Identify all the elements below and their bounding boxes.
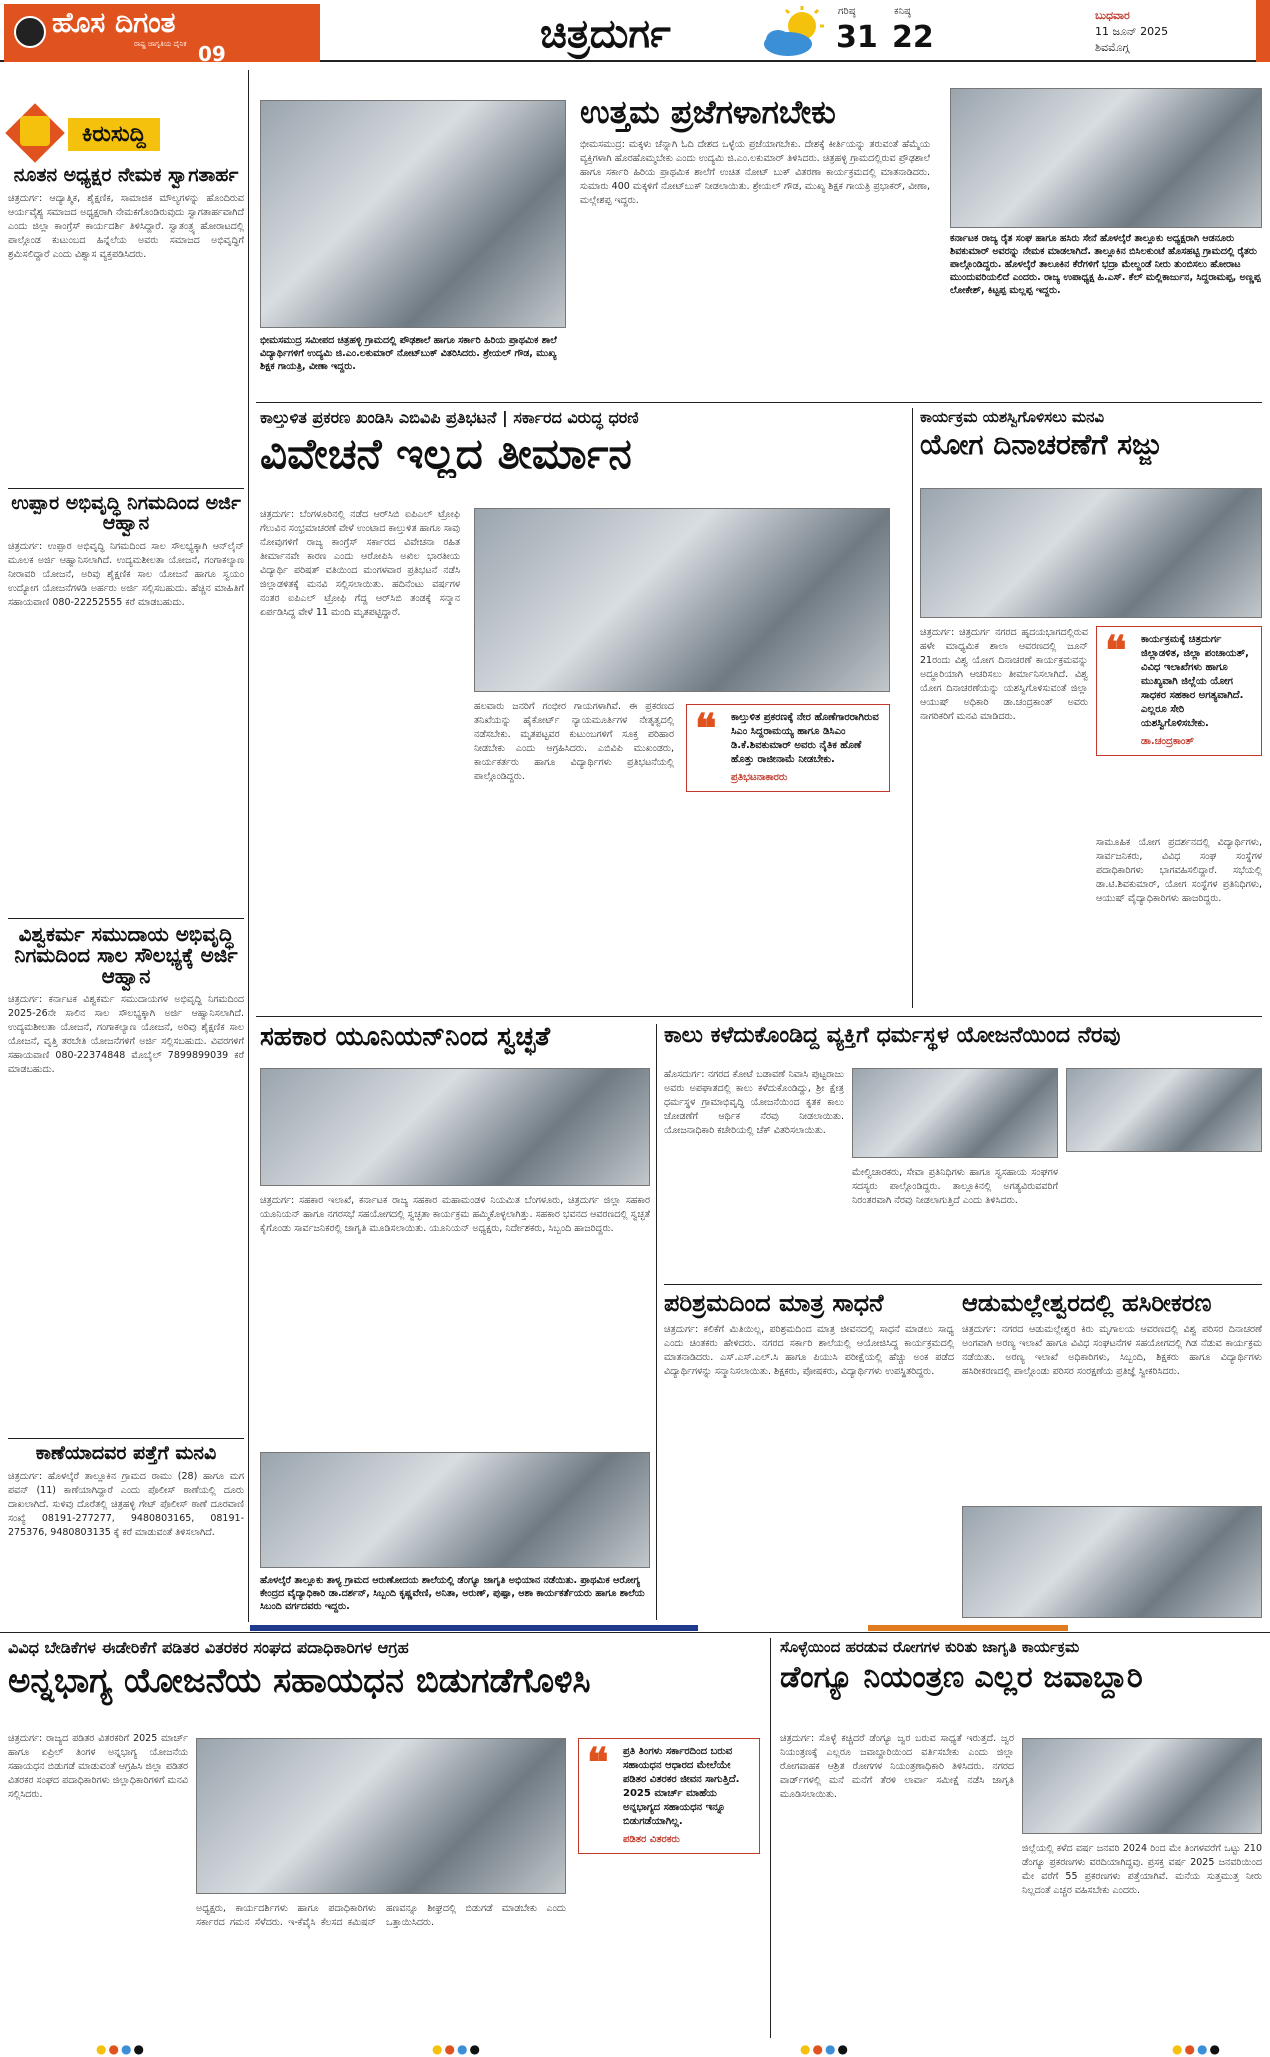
photo-caption: ಹೊಳಲ್ಕೆರೆ ತಾಲ್ಲೂಕು ತಾಳ್ಯ ಗ್ರಾಮದ ಆರುಣೋದಯ ಶಾಲೆಯಲ್ಲಿ ಡೆಂಗ್ಯೂ ಜಾಗೃತಿ ಅಭಿಯಾನ ನಡೆಯಿತು. ಪ್ರಾಥಮಿಕ ಆರೋಗ್ಯ ಕೇಂದ್ರದ ವೈದ್ಯಾಧಿಕಾರಿ ಡಾ.ದರ್ಶನ್, ಸಿಬ್ಬಂದಿ ಕೃಷ್ಣವೇಣಿ, ಅನಿತಾ, ಅರುಣ್, ಪುಷ್ಪಾ, ಆಶಾ ಕಾರ್ಯಕರ್ತೆಯರು ಹಾಗೂ ಶಾಲೆಯ ಸಿಬಂದಿ ವರ್ಗದವರು ಇದ್ದರು. (260, 1575, 645, 1612)
edge-bar (1256, 0, 1270, 62)
abvp-heading (260, 408, 900, 478)
news-parishrama (664, 1290, 954, 1620)
annabhagya-heading (8, 1638, 760, 1722)
photo-yoga-meeting (920, 488, 1262, 618)
article-body: ಮೇಲ್ವಿಚಾರಕರು, ಸೇವಾ ಪ್ರತಿನಿಧಿಗಳು ಹಾಗೂ ಸ್ವಸಹಾಯ ಸಂಘಗಳ ಸದಸ್ಯರು ಪಾಲ್ಗೊಂಡಿದ್ದರು. ತಾಲ್ಲೂಕಿನಲ್ಲಿ ಅಗತ್ಯವಿರುವವರಿಗೆ ನಿರಂತರವಾಗಿ ನೆರವು ನೀಡಲಾಗುತ್ತಿದೆ ಎಂದು ತಿಳಿಸಿದರು. (852, 1167, 1058, 1206)
headline: ಕಾಲು ಕಳೆದುಕೊಂಡಿದ್ದ ವ್ಯಕ್ತಿಗೆ ಧರ್ಮಸ್ಥಳ ಯೋಜನೆಯಿಂದ ನೆರವು (664, 1024, 1121, 1048)
kicker: ಕಾಲ್ತುಳಿತ ಪ್ರಕರಣ ಖಂಡಿಸಿ ಎಬಿವಿಪಿ ಪ್ರತಿಭಟನೆ | ಸರ್ಕಾರದ ವಿರುದ್ಧ ಧರಣಿ (260, 408, 639, 427)
kalu-heading (664, 1024, 1262, 1064)
color-bar-orange (868, 1625, 1068, 1631)
pointing-hand-icon (20, 116, 50, 146)
headline: ಅನ್ನಭಾಗ್ಯ ಯೋಜನೆಯ ಸಹಾಯಧನ ಬಿಡುಗಡೆಗೊಳಿಸಿ (8, 1661, 591, 1701)
quote-text: ಪ್ರತಿ ತಿಂಗಳು ಸರ್ಕಾರದಿಂದ ಬರುವ ಸಹಾಯಧನ ಆಧಾರದ ಮೇಲೆಯೇ ಪಡಿತರ ವಿತರಕರ ಜೀವನ ಸಾಗುತ್ತಿದೆ. 2025 ಮಾರ್ಚ್ ಮಾಹೆಯ ಅನ್ನಭಾಗ್ಯದ ಸಹಾಯಧನ ಇನ್ನೂ ಬಿಡುಗಡೆಯಾಗಿಲ್ಲ. (623, 1746, 740, 1827)
article-body: ಚಿತ್ರದುರ್ಗ: ಉಪ್ಪಾರ ಅಭಿವೃದ್ಧಿ ನಿಗಮದಿಂದ ಸಾಲ ಸೌಲಭ್ಯಕ್ಕಾಗಿ ಆನ್‌ಲೈನ್ ಮೂಲಕ ಅರ್ಜಿ ಆಹ್ವಾನಿಸಲಾಗಿದೆ. ಉದ್ಯಮಶೀಲತಾ ಯೋಜನೆ, ಗಂಗಾಕಲ್ಯಾಣ ನೀರಾವರಿ ಯೋಜನೆ, ಅರಿವು ಶೈಕ್ಷಣಿಕ ಸಾಲ ಯೋಜನೆ ಹಾಗೂ ಸ್ವಯಂ ಉದ್ಯೋಗ ಯೋಜನೆಗಳಡಿ ಅರ್ಹರು ಅರ್ಜಿ ಸಲ್ಲಿಸಬಹುದು. ಹೆಚ್ಚಿನ ಮಾಹಿತಿಗೆ ಸಹಾಯವಾಣಿ 080-22252555 ಕರೆ ಮಾಡಬಹುದು. (8, 540, 244, 608)
kiru-suddi-badge (8, 106, 228, 160)
masthead (0, 0, 1270, 66)
divider (256, 1016, 1262, 1017)
headline: ಕಾಣೆಯಾದವರ ಪತ್ತೆಗೆ ಮನವಿ (35, 1444, 217, 1464)
article-body: ಚಿತ್ರದುರ್ಗ: ಬೆಂಗಳೂರಿನಲ್ಲಿ ನಡೆದ ಆರ್‌ಸಿಬಿ ಐಪಿಎಲ್ ಟ್ರೋಫಿ ಗೆಲುವಿನ ಸಂಭ್ರಮಾಚರಣೆ ವೇಳೆ ಉಂಟಾದ ಕಾಲ್ತುಳಿತ ಹಾಗೂ ಸಾವು ನೋವುಗಳಿಗೆ ರಾಜ್ಯ ಕಾಂಗ್ರೆಸ್ ಸರ್ಕಾರದ ವಿವೇಚನಾ ರಹಿತ ತೀರ್ಮಾನವೇ ಕಾರಣ ಎಂದು ಆರೋಪಿಸಿ ಅಖಿಲ ಭಾರತೀಯ ವಿದ್ಯಾರ್ಥಿ ಪರಿಷತ್ ವತಿಯಿಂದ ಮಂಗಳವಾರ ಪ್ರತಿಭಟನೆ ನಡೆಸಿ ಜಿಲ್ಲಾಡಳಿತಕ್ಕೆ ಮನವಿ ಸಲ್ಲಿಸಲಾಯಿತು. ಹದಿನೆಂಟು ವರ್ಷಗಳ ನಂತರ ಐಪಿಎಲ್ ಟ್ರೋಫಿ ಗೆದ್ದ ಆರ್‌ಸಿಬಿ ತಂಡಕ್ಕೆ ಸನ್ಮಾನ ಏರ್ಪಡಿಸಿದ್ದ ವೇಳೆ 11 ಮಂದಿ ಮೃತಪಟ್ಟಿದ್ದಾರೆ. (260, 509, 460, 618)
article-body: ಚಿತ್ರದುರ್ಗ: ಕಲಿಕೆಗೆ ಮಿತಿಯಿಲ್ಲ, ಪರಿಶ್ರಮದಿಂದ ಮಾತ್ರ ಜೀವನದಲ್ಲಿ ಸಾಧನೆ ಮಾಡಲು ಸಾಧ್ಯ ಎಂದು ಚಿಂತಕರು ಹೇಳಿದರು. ನಗರದ ಸರ್ಕಾರಿ ಶಾಲೆಯಲ್ಲಿ ಆಯೋಜಿಸಿದ್ದ ಕಾರ್ಯಕ್ರಮದಲ್ಲಿ ಮಾತನಾಡಿದರು. ಎಸ್.ಎಸ್.ಎಲ್.ಸಿ ಹಾಗೂ ಪಿಯುಸಿ ಪರೀಕ್ಷೆಯಲ್ಲಿ ಹೆಚ್ಚು ಅಂಕ ಪಡೆದ ವಿದ್ಯಾರ್ಥಿಗಳನ್ನು ಸನ್ಮಾನಿಸಲಾಯಿತು. ಶಿಕ್ಷಕರು, ಪೋಷಕರು, ವಿದ್ಯಾರ್ಥಿಗಳು ಉಪಸ್ಥಿತರಿದ್ದರು. (664, 1324, 954, 1378)
article-body: ಚಿತ್ರದುರ್ಗ: ಸೊಳ್ಳೆ ಕಚ್ಚಿದರೆ ಡೆಂಗ್ಯೂ ಜ್ವರ ಬರುವ ಸಾಧ್ಯತೆ ಇರುತ್ತದೆ. ಜ್ವರ ನಿಯಂತ್ರಣಕ್ಕೆ ಎಲ್ಲರೂ ಜವಾಬ್ದಾರಿಯಿಂದ ವರ್ತಿಸಬೇಕು ಎಂದು ಜಿಲ್ಲಾ ರೋಗವಾಹಕ ಆಶ್ರಿತ ರೋಗಗಳ ನಿಯಂತ್ರಣಾಧಿಕಾರಿ ತಿಳಿಸಿದರು. ನಗರದ ವಾರ್ಡ್‌ಗಳಲ್ಲಿ ಮನೆ ಮನೆಗೆ ತೆರಳಿ ಲಾರ್ವಾ ಸಮೀಕ್ಷೆ ನಡೆಸಿ ಜಾಗೃತಿ ಮೂಡಿಸಲಾಯಿತು. (780, 1733, 1014, 1800)
headline: ವಿಶ್ವಕರ್ಮ ಸಮುದಾಯ ಅಭಿವೃದ್ಧಿ ನಿಗಮದಿಂದ ಸಾಲ ಸೌಲಭ್ಯಕ್ಕೆ ಅರ್ಜಿ ಆಹ್ವಾನ (14, 924, 238, 988)
quote-text: ಕಾಲ್ತುಳಿತ ಪ್ರಕರಣಕ್ಕೆ ನೇರ ಹೊಣೆಗಾರರಾಗಿರುವ ಸಿಎಂ ಸಿದ್ದರಾಮಯ್ಯ ಹಾಗೂ ಡಿಸಿಎಂ ಡಿ.ಕೆ.ಶಿವಕುಮಾರ್ ಅವರು ನೈತಿಕ ಹೊಣೆ ಹೊತ್ತು ರಾಜೀನಾಮೆ ನೀಡಬೇಕು. (731, 712, 879, 765)
min-temp-label: ಕನಿಷ್ಠ (894, 6, 911, 17)
quote-author: ಡಾ.ಚಂದ್ರಕಾಂತ್ (1141, 736, 1194, 747)
pull-quote (578, 1738, 760, 1854)
print-registration-marks: ●●●● (1172, 2042, 1222, 2056)
headline: ಆಡುಮಲ್ಲೇಶ್ವರದಲ್ಲಿ ಹಸಿರೀಕರಣ (962, 1290, 1212, 1317)
quote-author: ಪಡಿತರ ವಿತರಕರು (623, 1834, 680, 1845)
photo-caption: ಕರ್ನಾಟಕ ರಾಜ್ಯ ರೈತ ಸಂಘ ಹಾಗೂ ಹಸಿರು ಸೇನೆ ಹೊಳಲ್ಕೆರೆ ತಾಲ್ಲೂಕು ಅಧ್ಯಕ್ಷರಾಗಿ ಆಡನೂರು ಶಿವಕುಮಾರ್ ಅವರನ್ನು ನೇಮಕ ಮಾಡಲಾಗಿದೆ. ತಾಲ್ಲೂಕಿನ ಬಿಸಿಲಕುಂಟೆ ಹೊಸಹಟ್ಟಿ ಗ್ರಾಮದಲ್ಲಿ ರೈತರು ಪಾಲ್ಗೊಂಡಿದ್ದರು. ಹೊಳಲ್ಕೆರೆ ತಾಲೂಕಿನ ಕೆರೆಗಳಿಗೆ ಭದ್ರಾ ಮೇಲ್ದಂಡೆ ನೀರು ತುಂಬಿಸಲು ಹೋರಾಟ ಮುಂದುವರಿಯಲಿದೆ ಎಂದರು. ರಾಜ್ಯ ಉಪಾಧ್ಯಕ್ಷ ಹಿ.ಎಸ್. ಕೆಲ್ ಮಲ್ಲಿಕಾರ್ಜುನ, ಸಿದ್ದರಾಮಪ್ಪ, ಅಣ್ಣಪ್ಪ ಲೋಕೇಶ್, ಕಿಟ್ಟಪ್ಪ ಮಲ್ಲಪ್ಪ ಇದ್ದರು. (950, 233, 1261, 296)
headline: ಉತ್ತಮ ಪ್ರಜೆಗಳಾಗಬೇಕು (580, 96, 836, 131)
city-title: ಚಿತ್ರದುರ್ಗ (540, 10, 671, 57)
print-registration-marks: ●●●● (96, 2042, 146, 2056)
headline: ಯೋಗ ದಿನಾಚರಣೆಗೆ ಸಜ್ಜು (920, 428, 1162, 461)
partly-cloudy-icon (758, 6, 828, 58)
dengue-body-col2 (1022, 1842, 1262, 2042)
dateline (1095, 8, 1168, 56)
dengue-heading (780, 1638, 1262, 1722)
kiru-suddi-label: ಕಿರುಸುದ್ದಿ (68, 118, 160, 151)
divider (8, 918, 244, 919)
article-body: ಭೀಮಸಮುದ್ರ: ಮಕ್ಕಳು ಚೆನ್ನಾಗಿ ಓದಿ ದೇಶದ ಒಳ್ಳೆಯ ಪ್ರಜೆಯಾಗಬೇಕು. ದೇಶಕ್ಕೆ ಕೀರ್ತಿಯನ್ನು ತರುವಂತೆ ಹೆಮ್ಮೆಯ ವ್ಯಕ್ತಿಗಳಾಗಿ ಹೊರಹೊಮ್ಮಬೇಕು ಎಂದು ಉದ್ಯಮಿ ಜಿ.ಎಂ.ಲಕುಮಾರ್ ತಿಳಿಸಿದರು. ಚಿತ್ರಹಳ್ಳಿ ಗ್ರಾಮದಲ್ಲಿರುವ ಪ್ರೌಢಶಾಲೆ ಹಾಗೂ ಸರ್ಕಾರಿ ಹಿರಿಯ ಪ್ರಾಥಮಿಕ ಶಾಲೆಗೆ ಉಚಿತ ನೋಟ್ ಬುಕ್ ವಿತರಣಾ ಕಾರ್ಯಕ್ರಮದಲ್ಲಿ ಮಾತನಾಡಿದರು. ಸುಮಾರು 400 ಮಕ್ಕಳಿಗೆ ನೋಟ್‌ಬುಕ್ ನೀಡಲಾಯಿತು. ಶ್ರೇಯಲ್ ಗೌಡ, ಮುಖ್ಯ ಶಿಕ್ಷಕ ಗಾಯತ್ರಿ ಪ್ರಭಾಕರ್, ವೀಣಾ, ಮಲ್ಲೇಶಪ್ಪ ಇದ್ದರು. (580, 138, 930, 206)
color-bar-blue (250, 1625, 698, 1631)
yoga-body-col1 (920, 626, 1088, 886)
article-body: ಚಿತ್ರದುರ್ಗ: ನಗರದ ಆಡುಮಲ್ಲೇಶ್ವರ ಕಿರು ಮೃಗಾಲಯ ಆವರಣದಲ್ಲಿ ವಿಶ್ವ ಪರಿಸರ ದಿನಾಚರಣೆ ಅಂಗವಾಗಿ ಅರಣ್ಯ ಇಲಾಖೆ ಹಾಗೂ ವಿವಿಧ ಸಂಘಟನೆಗಳ ಸಹಯೋಗದಲ್ಲಿ ಗಿಡ ನೆಡುವ ಕಾರ್ಯಕ್ರಮ ನಡೆಯಿತು. ಅರಣ್ಯ ಇಲಾಖೆ ಅಧಿಕಾರಿಗಳು, ಸಿಬ್ಬಂದಿ, ಶಿಕ್ಷಕರು ಹಾಗೂ ವಿದ್ಯಾರ್ಥಿಗಳು ಹಸಿರೀಕರಣದಲ್ಲಿ ಪಾಲ್ಗೊಂಡು ಪರಿಸರ ಸಂರಕ್ಷಣೆಯ ಪ್ರತಿಜ್ಞೆ ಸ್ವೀಕರಿಸಿದರು. (962, 1324, 1262, 1378)
pull-quote (686, 704, 890, 792)
sahakara-body (260, 1194, 650, 1404)
headline: ಡೆಂಗ್ಯೂ ನಿಯಂತ್ರಣ ಎಲ್ಲರ ಜವಾಬ್ದಾರಿ (780, 1660, 1143, 1695)
yoga-body-col2 (1096, 836, 1262, 1006)
min-temp: 22 (892, 20, 934, 55)
news-adhyaksha (8, 166, 244, 482)
max-temp-label: ಗರಿಷ್ಠ (838, 6, 856, 17)
photo-notebook-distribution (260, 100, 566, 328)
article-body: ಸಾಮೂಹಿಕ ಯೋಗ ಪ್ರದರ್ಶನದಲ್ಲಿ ವಿದ್ಯಾರ್ಥಿಗಳು, ಸಾರ್ವಜನಿಕರು, ವಿವಿಧ ಸಂಘ ಸಂಸ್ಥೆಗಳ ಪದಾಧಿಕಾರಿಗಳು ಭಾಗವಹಿಸಲಿದ್ದಾರೆ. ಸಭೆಯಲ್ಲಿ ಡಾ.ಟಿ.ಶಿವಕುಮಾರ್, ಯೋಗ ಸಂಸ್ಥೆಗಳ ಪ್ರತಿನಿಧಿಗಳು, ಆಯುಷ್ ವೈದ್ಯಾಧಿಕಾರಿಗಳು ಹಾಜರಿದ್ದರು. (1096, 837, 1262, 904)
divider (256, 402, 1262, 403)
photo-ration-dealers (196, 1738, 566, 1894)
date: 11 ಜೂನ್ 2025 (1095, 25, 1169, 38)
kicker: ವಿವಿಧ ಬೇಡಿಕೆಗಳ ಈಡೇರಿಕೆಗೆ ಪಡಿತರ ವಿತರಕರ ಸಂಘದ ಪದಾಧಿಕಾರಿಗಳ ಆಗ್ರಹ (8, 1638, 409, 1657)
max-temp: 31 (836, 20, 878, 55)
divider (0, 1632, 1270, 1633)
abvp-body-col2 (474, 700, 674, 1010)
quote-author: ಪ್ರತಿಭಟನಾಕಾರರು (731, 772, 788, 783)
edition-place: ಶಿವಮೊಗ್ಗ (1095, 41, 1130, 54)
article-body: ಚಿತ್ರದುರ್ಗ: ರಾಜ್ಯದ ಪಡಿತರ ವಿತರಕರಿಗೆ 2025 ಮಾರ್ಚ್ ಹಾಗೂ ಏಪ್ರಿಲ್ ತಿಂಗಳ ಅನ್ನಭಾಗ್ಯ ಯೋಜನೆಯ ಸಹಾಯಧನ ಬಿಡುಗಡೆ ಮಾಡುವಂತೆ ಆಗ್ರಹಿಸಿ ಜಿಲ್ಲಾ ಪಡಿತರ ವಿತರಕರ ಸಂಘದ ಪದಾಧಿಕಾರಿಗಳು ಜಿಲ್ಲಾಧಿಕಾರಿಗಳಿಗೆ ಮನವಿ ಸಲ್ಲಿಸಿದರು. (8, 1733, 188, 1800)
annabhagya-body-col1 (8, 1732, 188, 2042)
news-uppara (8, 494, 244, 914)
headline: ವಿವೇಚನೆ ಇಲ್ಲದ ತೀರ್ಮಾನ (260, 429, 632, 478)
kicker: ಸೊಳ್ಳೆಯಿಂದ ಹರಡುವ ರೋಗಗಳ ಕುರಿತು ಜಾಗೃತಿ ಕಾರ್ಯಕ್ರಮ (780, 1638, 1080, 1656)
quote-text: ಕಾರ್ಯಕ್ರಮಕ್ಕೆ ಚಿತ್ರದುರ್ಗ ಜಿಲ್ಲಾಡಳಿತ, ಜಿಲ್ಲಾ ಪಂಚಾಯತ್, ವಿವಿಧ ಇಲಾಖೆಗಳು ಹಾಗೂ ಮುಖ್ಯವಾಗಿ ಜಿಲ್ಲೆಯ ಯೋಗ ಸಾಧಕರ ಸಹಕಾರ ಅಗತ್ಯವಾಗಿದೆ. ಎಲ್ಲರೂ ಸೇರಿ ಯಶಸ್ವಿಗೊಳಿಸಬೇಕು. (1141, 634, 1249, 729)
kalu-body-col2 (852, 1166, 1058, 1278)
divider (8, 1438, 244, 1439)
logo-text: ಹೊಸ ದಿಗಂತ (52, 6, 176, 39)
headline: ಪರಿಶ್ರಮದಿಂದ ಮಾತ್ರ ಸಾಧನೆ (664, 1290, 884, 1317)
article-body: ಹಲವಾರು ಜನರಿಗೆ ಗಂಭೀರ ಗಾಯಗಳಾಗಿವೆ. ಈ ಪ್ರಕರಣದ ತನಿಖೆಯನ್ನು ಹೈಕೋರ್ಟ್ ನ್ಯಾಯಮೂರ್ತಿಗಳ ನೇತೃತ್ವದಲ್ಲಿ ನಡೆಸಬೇಕು. ಮೃತಪಟ್ಟವರ ಕುಟುಂಬಗಳಿಗೆ ಸೂಕ್ತ ಪರಿಹಾರ ನೀಡಬೇಕು ಎಂದು ಆಗ್ರಹಿಸಿದರು. ಎಬಿವಿಪಿ ಮುಖಂಡರು, ಕಾರ್ಯಕರ್ತರು ಹಾಗೂ ವಿದ್ಯಾರ್ಥಿಗಳು ಪ್ರತಿಭಟನೆಯಲ್ಲಿ ಪಾಲ್ಗೊಂಡಿದ್ದರು. (474, 701, 674, 782)
yoga-heading (920, 408, 1262, 478)
kicker: ಕಾರ್ಯಕ್ರಮ ಯಶಸ್ವಿಗೊಳಿಸಲು ಮನವಿ (920, 408, 1105, 426)
news-missing (8, 1444, 244, 1624)
abvp-body-col1 (260, 508, 460, 1008)
pull-quote (1096, 626, 1262, 756)
article-body: ಚಿತ್ರದುರ್ಗ: ಹೊಳಲ್ಕೆರೆ ತಾಲ್ಲೂಕಿನ ಗ್ರಾಮದ ರಾಮು (28) ಹಾಗೂ ಮಗ ಪವನ್ (11) ಕಾಣೆಯಾಗಿದ್ದಾರೆ ಎಂದು ಪೊಲೀಸ್ ಠಾಣೆಯಲ್ಲಿ ದೂರು ದಾಖಲಾಗಿದೆ. ಸುಳಿವು ದೊರೆತಲ್ಲಿ ಚಿತ್ರಹಳ್ಳಿ ಗೇಟ್ ಪೊಲೀಸ್ ಠಾಣೆ ದೂರವಾಣಿ ಸಂಖ್ಯೆ 08191-277277, 9480803165, 08191-275376, 9480803135 ಕ್ಕೆ ಕರೆ ಮಾಡುವಂತೆ ತಿಳಿಸಲಾಗಿದೆ. (8, 1470, 244, 1538)
column-divider (656, 1024, 657, 1620)
page-number: 09 (198, 42, 226, 66)
column-divider (912, 408, 913, 1008)
news-vishwakarma (8, 924, 244, 1434)
article-body: ಹೊಸದುರ್ಗ: ನಗರದ ಕೋಟೆ ಬಡಾವಣೆ ನಿವಾಸಿ ಪುಟ್ಟರಾಜು ಅವರು ಅಪಘಾತದಲ್ಲಿ ಕಾಲು ಕಳೆದುಕೊಂಡಿದ್ದು, ಶ್ರೀ ಕ್ಷೇತ್ರ ಧರ್ಮಸ್ಥಳ ಗ್ರಾಮಾಭಿವೃದ್ಧಿ ಯೋಜನೆಯಿಂದ ಕೃತಕ ಕಾಲು ಜೋಡಣೆಗೆ ಆರ್ಥಿಕ ನೆರವು ನೀಡಲಾಯಿತು. ಯೋಜನಾಧಿಕಾರಿ ಕಚೇರಿಯಲ್ಲಿ ಚೆಕ್ ವಿತರಿಸಲಾಯಿತು. (664, 1069, 844, 1136)
divider (8, 488, 244, 489)
article-body: ಚಿತ್ರದುರ್ಗ: ಆದ್ಯಾತ್ಮಿಕ, ಶೈಕ್ಷಣಿಕ, ಸಾಮಾಜಿಕ ಮೌಲ್ಯಗಳನ್ನು ಹೊಂದಿರುವ ಆರ್ಯವೈಶ್ಯ ಸಮಾಜದ ಅಧ್ಯಕ್ಷರಾಗಿ ನೇಮಕಗೊಂಡಿರುವುದು ಸ್ವಾಗತಾರ್ಹವಾಗಿದೆ ಎಂದು ಜಿಲ್ಲಾ ಕಾಂಗ್ರೆಸ್ ಕಾರ್ಯದರ್ಶಿ ತಿಳಿಸಿದ್ದಾರೆ. ಸ್ವಾತಂತ್ರ್ಯ ಹೋರಾಟದಲ್ಲಿ ಪಾಲ್ಗೊಂಡ ಕುಟುಂಬದ ಹಿನ್ನೆಲೆಯ ಅವರು ಸಮಾಜದ ಅಭಿವೃದ್ಧಿಗೆ ಶ್ರಮಿಸಲಿದ್ದಾರೆ ಎಂದು ವಿಶ್ವಾಸ ವ್ಯಕ್ತಪಡಿಸಿದರು. (8, 192, 244, 260)
kalu-body-col1 (664, 1068, 844, 1278)
headline: ನೂತನ ಅಧ್ಯಕ್ಷರ ನೇಮಕ ಸ್ವಾಗತಾರ್ಹ (13, 166, 239, 186)
newspaper-logo (4, 4, 320, 66)
article-body: ಅಧ್ಯಕ್ಷರು, ಕಾರ್ಯದರ್ಶಿಗಳು ಹಾಗೂ ಪದಾಧಿಕಾರಿಗಳು ಸರ್ಕಾರದ ಗಮನ ಸೆಳೆದರು. ಇ-ಕೆವೈಸಿ ಕೆಲಸದ ಕಮಿಷನ್ ಹಣವನ್ನೂ ಶೀಘ್ರದಲ್ಲಿ ಬಿಡುಗಡೆ ಮಾಡಬೇಕು ಎಂದು ಒತ್ತಾಯಿಸಿದರು. (196, 1903, 566, 1928)
annabhagya-body-col2 (196, 1902, 566, 2042)
sahakara-heading (260, 1024, 650, 1064)
photo-dengue-awareness (1022, 1738, 1262, 1834)
emblem-icon (14, 16, 46, 48)
article-body: ಚಿತ್ರದುರ್ಗ: ಕರ್ನಾಟಕ ವಿಶ್ವಕರ್ಮ ಸಮುದಾಯಗಳ ಅಭಿವೃದ್ಧಿ ನಿಗಮದಿಂದ 2025-26ನೇ ಸಾಲಿನ ಸಾಲ ಸೌಲಭ್ಯಕ್ಕಾಗಿ ಅರ್ಜಿ ಆಹ್ವಾನಿಸಲಾಗಿದೆ. ಉದ್ಯಮಶೀಲತಾ ಯೋಜನೆ, ಗಂಗಾಕಲ್ಯಾಣ ಯೋಜನೆ, ಅರಿವು ಶೈಕ್ಷಣಿಕ ಸಾಲ ಯೋಜನೆ, ವೃತ್ತಿ ತರಬೇತಿ ಯೋಜನೆಗಳಿಗೆ ಅರ್ಜಿ ಸಲ್ಲಿಸಬಹುದು. ವಿವರಗಳಿಗೆ ಸಹಾಯವಾಣಿ 080-22374848 ಮೊಬೈಲ್ 7899899039 ಕರೆ ಮಾಡಬಹುದು. (8, 994, 244, 1075)
article-body: ಚಿತ್ರದುರ್ಗ: ಸಹಕಾರ ಇಲಾಖೆ, ಕರ್ನಾಟಕ ರಾಜ್ಯ ಸಹಕಾರ ಮಹಾಮಂಡಳ ನಿಯಮಿತ ಬೆಂಗಳೂರು, ಚಿತ್ರದುರ್ಗ ಜಿಲ್ಲಾ ಸಹಕಾರ ಯೂನಿಯನ್ ಹಾಗೂ ನಗರಸಭೆ ಸಹಯೋಗದಲ್ಲಿ ಸ್ವಚ್ಛತಾ ಕಾರ್ಯಕ್ರಮ ಹಮ್ಮಿಕೊಳ್ಳಲಾಗಿತ್ತು. ಸಹಕಾರ ಭವನದ ಆವರಣದಲ್ಲಿ ಸ್ವಚ್ಛತೆ ಕೈಗೊಂಡು ಸಾರ್ವಜನಿಕರಲ್ಲಿ ಜಾಗೃತಿ ಮೂಡಿಸಲಾಯಿತು. ಯೂನಿಯನ್ ಅಧ್ಯಕ್ಷರು, ನಿರ್ದೇಶಕರು, ಸಿಬ್ಬಂದಿ ಹಾಜರಿದ್ದರು. (260, 1195, 650, 1234)
divider (664, 1284, 1262, 1285)
quote-mark-icon: ❝ (587, 1739, 609, 1786)
news-uttama-praje (580, 96, 930, 396)
quote-mark-icon: ❝ (1105, 627, 1127, 674)
photo-sahakara-cleaning (260, 1068, 650, 1186)
weekday: ಬುಧವಾರ (1095, 9, 1130, 22)
photo-dengue-school (260, 1452, 650, 1568)
photo-caption: ಭೀಮಸಮುದ್ರ ಸಮೀಪದ ಚಿತ್ರಹಳ್ಳಿ ಗ್ರಾಮದಲ್ಲಿ ಪೌಢಶಾಲೆ ಹಾಗೂ ಸರ್ಕಾರಿ ಹಿರಿಯ ಪ್ರಾಥಮಿಕ ಶಾಲೆ ವಿದ್ಯಾರ್ಥಿಗಳಿಗೆ ಉದ್ಯಮಿ ಜಿ.ಎಂ.ಲಕುಮಾರ್ ನೋಟ್‌ಬುಕ್ ವಿತರಿಸಿದರು. ಶ್ರೇಯಲ್ ಗೌಡ, ಮುಖ್ಯ ಶಿಕ್ಷಕ ಗಾಯತ್ರಿ, ವೀಣಾ ಇದ್ದರು. (260, 335, 557, 372)
article-body: ಜಿಲ್ಲೆಯಲ್ಲಿ ಕಳೆದ ವರ್ಷ ಜನವರಿ 2024 ರಿಂದ ಮೇ ತಿಂಗಳವರೆಗೆ ಒಟ್ಟು 210 ಡೆಂಗ್ಯೂ ಪ್ರಕರಣಗಳು ವರದಿಯಾಗಿದ್ದವು. ಪ್ರಸಕ್ತ ವರ್ಷ 2025 ಜನವರಿಯಿಂದ ಮೇ ವರೆಗೆ 55 ಪ್ರಕರಣಗಳು ಪತ್ತೆಯಾಗಿವೆ. ಮನೆಯ ಸುತ್ತಮುತ್ತ ನೀರು ನಿಲ್ಲದಂತೆ ಎಚ್ಚರ ವಹಿಸಬೇಕು ಎಂದರು. (1022, 1843, 1262, 1896)
news-adumalleshwara (962, 1290, 1262, 1540)
logo-tagline: ರಾಷ್ಟ್ರ ಜಾಗೃತಿಯ ದೈನಿಕ (134, 40, 187, 48)
headline: ಉಪ್ಪಾರ ಅಭಿವೃದ್ಧಿ ನಿಗಮದಿಂದ ಅರ್ಜಿ ಆಹ್ವಾನ (11, 494, 241, 534)
dengue-body-col1 (780, 1732, 1014, 2042)
print-registration-marks: ●●●● (432, 2042, 482, 2056)
photo-kalu-aid (852, 1068, 1058, 1158)
column-divider (248, 70, 249, 1622)
print-registration-marks: ●●●● (800, 2042, 850, 2056)
photo-tree-planting (962, 1506, 1262, 1618)
headline: ಸಹಕಾರ ಯೂನಿಯನ್‌ನಿಂದ ಸ್ವಚ್ಛತೆ (260, 1024, 550, 1052)
article-body: ಚಿತ್ರದುರ್ಗ: ಚಿತ್ರದುರ್ಗ ನಗರದ ಹೃದಯಭಾಗದಲ್ಲಿರುವ ಹಳೇ ಮಾಧ್ಯಮಿಕ ಶಾಲಾ ಆವರಣದಲ್ಲಿ ಜೂನ್ 21ರಂದು ವಿಶ್ವ ಯೋಗ ದಿನಾಚರಣೆ ಕಾರ್ಯಕ್ರಮವನ್ನು ಅದ್ಧೂರಿಯಾಗಿ ಆಚರಿಸಲು ತೀರ್ಮಾನಿಸಲಾಗಿದೆ. ವಿಶ್ವ ಯೋಗ ದಿನಾಚರಣೆಯನ್ನು ಯಶಸ್ವಿಗೊಳಿಸುವಂತೆ ಜಿಲ್ಲಾ ಆಯುಷ್ ಅಧಿಕಾರಿ ಡಾ.ಚಂದ್ರಕಾಂತ್ ಅವರು ನಾಗರಿಕರಿಗೆ ಮನವಿ ಮಾಡಿದರು. (920, 627, 1088, 722)
photo-abvp-protest (474, 508, 890, 692)
column-divider (770, 1638, 771, 2038)
photo-raitha-sangha (950, 88, 1262, 228)
quote-mark-icon: ❝ (695, 705, 717, 752)
photo-kalu-group (1066, 1068, 1262, 1152)
